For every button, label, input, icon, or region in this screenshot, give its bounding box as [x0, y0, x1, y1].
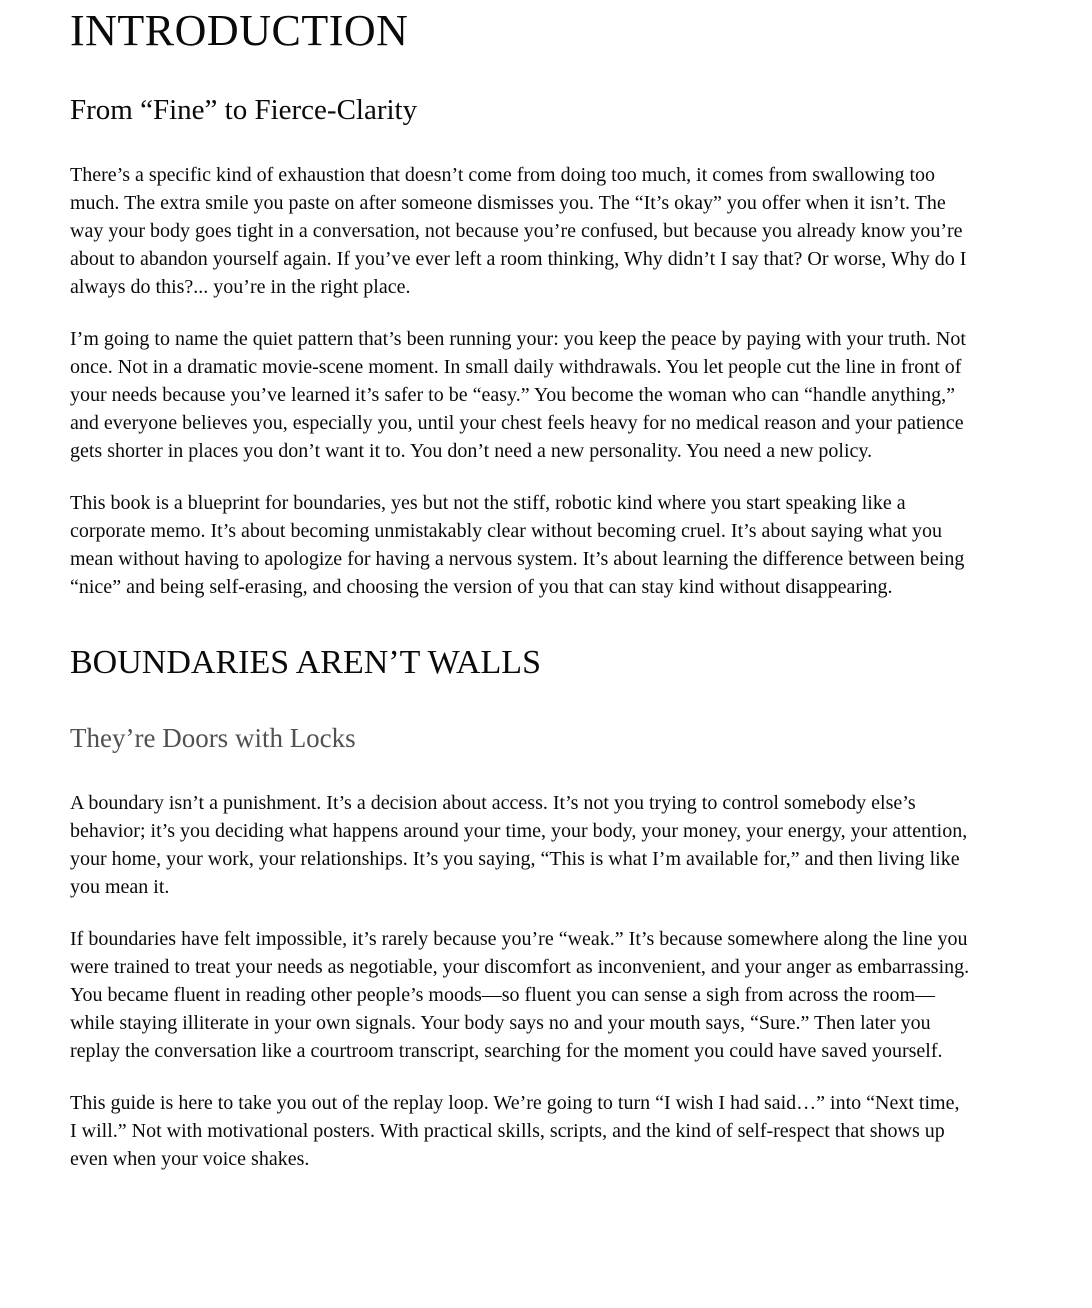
intro-subtitle: From “Fine” to Fierce-Clarity	[70, 93, 418, 126]
boundaries-heading: BOUNDARIES AREN’T WALLS	[70, 644, 541, 682]
boundaries-subheading: They’re Doors with Locks	[70, 723, 356, 754]
intro-paragraph-2: I’m going to name the quiet pattern that’s been running your: you keep the peace by paying with your truth. Not once. Not in a dramatic movie-scene moment. In small daily withdrawals. You let people cut the line in front of your needs because you’ve learned it’s safer to be “easy.” You become the woman who can “handle anything,” and everyone believes you, especially you, until your chest feels heavy for no medical reason and your patience gets shorter in places you don’t want it to. You don’t need a new personality. You need a new policy.	[70, 328, 966, 463]
boundaries-paragraph-2: If boundaries have felt impossible, it’s rarely because you’re “weak.” It’s because somewhere along the line you were trained to treat your needs as negotiable, your discomfort as inconvenient, and your anger as embarrassing. You became fluent in reading other people’s moods—so fluent you can sense a sigh from across the room—while staying illiterate in your own signals. Your body says no and your mouth says, “Sure.” Then later you replay the conversation like a courtroom transcript, searching for the moment you could have saved yourself.	[70, 927, 970, 1062]
boundaries-paragraph-1: A boundary isn’t a punishment. It’s a decision about access. It’s not you trying to control somebody else’s behavior; it’s you deciding what happens around your time, your body, your money, your energy, your attention, your home, your work, your relationships. It’s you saying, “This is what I’m available for,” and then living like you mean it.	[70, 791, 968, 898]
intro-paragraph-1: There’s a specific kind of exhaustion that doesn’t come from doing too much, it comes from swallowing too much. The extra smile you paste on after someone dismisses you. The “It’s okay” you offer when it isn’t. The way your body goes tight in a conversation, not because you’re confused, but because you already know you’re about to abandon yourself again. If you’ve ever left a room thinking, Why didn’t I say that? Or worse, Why do I always do this?... you’re in the right place.	[70, 164, 967, 299]
chapter-title: INTRODUCTION	[70, 6, 409, 55]
boundaries-paragraph-3: This guide is here to take you out of the replay loop. We’re going to turn “I wish I had said…” into “Next time, I will.” Not with motivational posters. With practical skills, scripts, and the kind of self-respect that shows up even when your voice shakes.	[70, 1091, 960, 1170]
intro-paragraph-3: This book is a blueprint for boundaries, yes but not the stiff, robotic kind where you start speaking like a corporate memo. It’s about becoming unmistakably clear without becoming cruel. It’s about saying what you mean without having to apologize for having a nervous system. It’s about learning the difference between being “nice” and being self-erasing, and choosing the version of you that can stay kind without disappearing.	[70, 492, 965, 599]
